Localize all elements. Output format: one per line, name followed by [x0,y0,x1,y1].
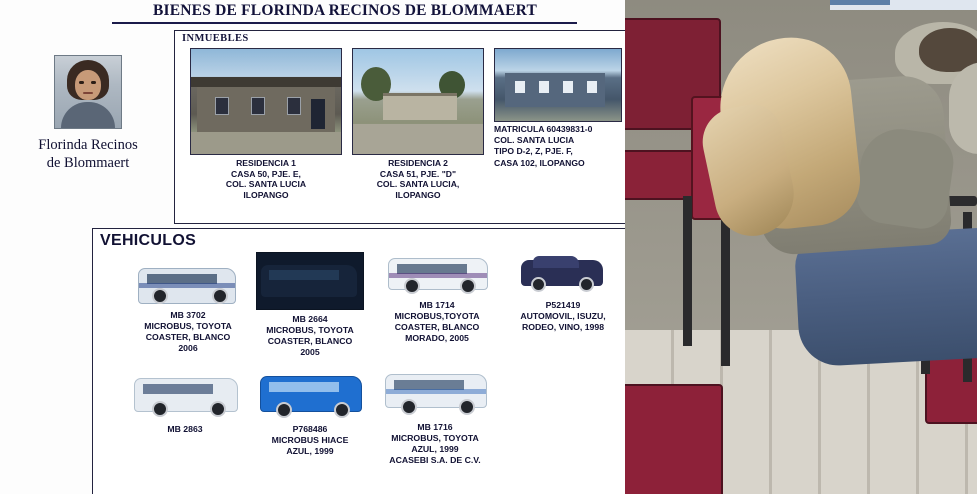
caption-line: P768486 [292,424,328,434]
caption-line: MB 2664 [292,314,328,324]
vehicle-photo-4 [513,248,613,296]
wheel [334,402,350,418]
wheel [401,399,417,415]
bus-windows [143,384,213,394]
caption-line: MICROBUS, TOYOTA [144,321,232,332]
vehicle-item-6 [248,366,372,457]
caption-line: MATRICULA 60439831-0 [494,124,593,134]
bus-windows [269,270,339,280]
seated-person [683,10,973,430]
street-ground [353,124,483,154]
caption-line: MORADO, 2005 [405,333,469,344]
person-block [8,55,168,172]
wheel [210,401,226,417]
vehicle-caption-5 [122,424,248,435]
caption-line: MICROBUS HIACE [271,435,349,446]
property-caption-2 [352,158,484,201]
property-item-3 [494,48,622,122]
caption-line: 2006 [178,343,198,354]
caption-line: ILOPANGO [243,190,289,201]
caption-line: RODEO, VINO, 1998 [521,322,605,333]
building-window [587,81,597,93]
avatar-eye-right [91,81,96,84]
property-photo-1 [190,48,342,155]
page-title: BIENES DE FLORINDA RECINOS DE BLOMMAERT [152,2,538,19]
vehicle-photo-3 [382,250,492,296]
caption-line: 2005 [300,347,320,358]
vehicle-caption-1 [128,310,248,355]
person-name-line1: Florinda Recinos [38,137,138,153]
caption-line: ILOPANGO [395,190,441,201]
property-item-2 [352,48,484,201]
caption-line: ACASEBI S.A. DE C.V. [389,455,481,466]
caption-line: COL. SANTA LUCIA [494,135,575,146]
wheel [531,277,546,292]
vehicle-caption-7 [374,422,496,467]
vehicle-item-4 [504,248,622,333]
caption-line: TIPO D-2, Z, PJE. F, [494,146,573,157]
wheel [276,402,292,418]
wheel [459,399,475,415]
title-divider [112,22,577,24]
caption-line: CASA 102, ILOPANGO [494,157,585,168]
avatar-face [75,70,101,100]
caption-line: MB 2863 [167,424,203,434]
wheel [404,278,420,294]
house-roof [191,77,341,87]
caption-line: RESIDENCIA 1 [236,158,296,168]
vehicle-photo-6 [254,366,366,420]
caption-line: COL. SANTA LUCIA, [376,179,460,190]
building-window [515,81,525,93]
person-name-line2: de Blommaert [46,154,130,171]
house-window [215,97,229,115]
wheel [152,288,168,304]
vehicle-photo-2 [256,252,364,310]
van-windows [269,382,339,392]
vehicle-caption-4 [504,300,622,333]
house-window [287,97,301,115]
vehicle-item-3 [378,250,496,345]
caption-line: MICROBUS, TOYOTA [391,433,479,444]
caption-line: RESIDENCIA 2 [388,158,448,168]
caption-line: MB 1716 [417,422,453,432]
vehicle-item-2 [250,252,370,359]
caption-line: MB 1714 [419,300,455,310]
vehicle-item-5 [122,368,248,435]
caption-line: COASTER, BLANCO [267,336,353,347]
building-window [539,81,549,93]
photo-top-strip-accent [830,0,890,5]
caption-line: AUTOMOVIL, ISUZU, [520,311,606,322]
property-caption-1 [190,158,342,201]
bus-stripe [389,273,487,278]
vehicle-item-7 [374,362,496,467]
caption-line: AZUL, 1999 [411,444,459,455]
vehicle-photo-1 [132,258,244,306]
building-window [563,81,573,93]
house-ground [191,132,341,154]
caption-line: COASTER, BLANCO [394,322,480,333]
caption-line: MICROBUS,TOYOTA [394,311,480,322]
vehicle-caption-6 [248,424,372,457]
property-caption-3 [494,124,625,169]
suv-cabin [533,256,579,268]
wheel [212,288,228,304]
vehicle-item-1 [128,258,248,355]
caption-line: P521419 [545,300,581,310]
vehicle-caption-3 [378,300,496,345]
house-door [311,99,325,129]
house-wall [383,93,457,120]
property-photo-3 [494,48,622,122]
news-photo [625,0,977,494]
person-name [8,137,168,172]
vehicle-photo-5 [126,368,244,420]
vehiculos-label: VEHICULOS [100,232,197,249]
avatar-eye-left [79,81,84,84]
avatar-mouth [83,92,93,94]
property-item-1 [190,48,342,201]
caption-line: CASA 51, PJE. "D" [379,168,457,179]
avatar-body [61,102,115,129]
wheel [460,278,476,294]
inmuebles-label: INMUEBLES [182,33,249,44]
avatar [54,55,122,129]
caption-line: AZUL, 1999 [286,446,334,457]
caption-line: MB 3702 [170,310,206,320]
wheel [579,277,594,292]
vehicle-caption-2 [250,314,370,359]
caption-line: COASTER, BLANCO [145,332,231,343]
caption-line: CASA 50, PJE. E, [231,168,301,179]
bus-stripe [386,389,486,394]
caption-line: COL. SANTA LUCIA [225,179,307,190]
wheel [152,401,168,417]
bus-body [261,265,357,297]
caption-line: MICROBUS, TOYOTA [266,325,354,336]
vehicle-photo-7 [379,362,491,418]
property-photo-2 [352,48,484,155]
house-window [251,97,265,115]
